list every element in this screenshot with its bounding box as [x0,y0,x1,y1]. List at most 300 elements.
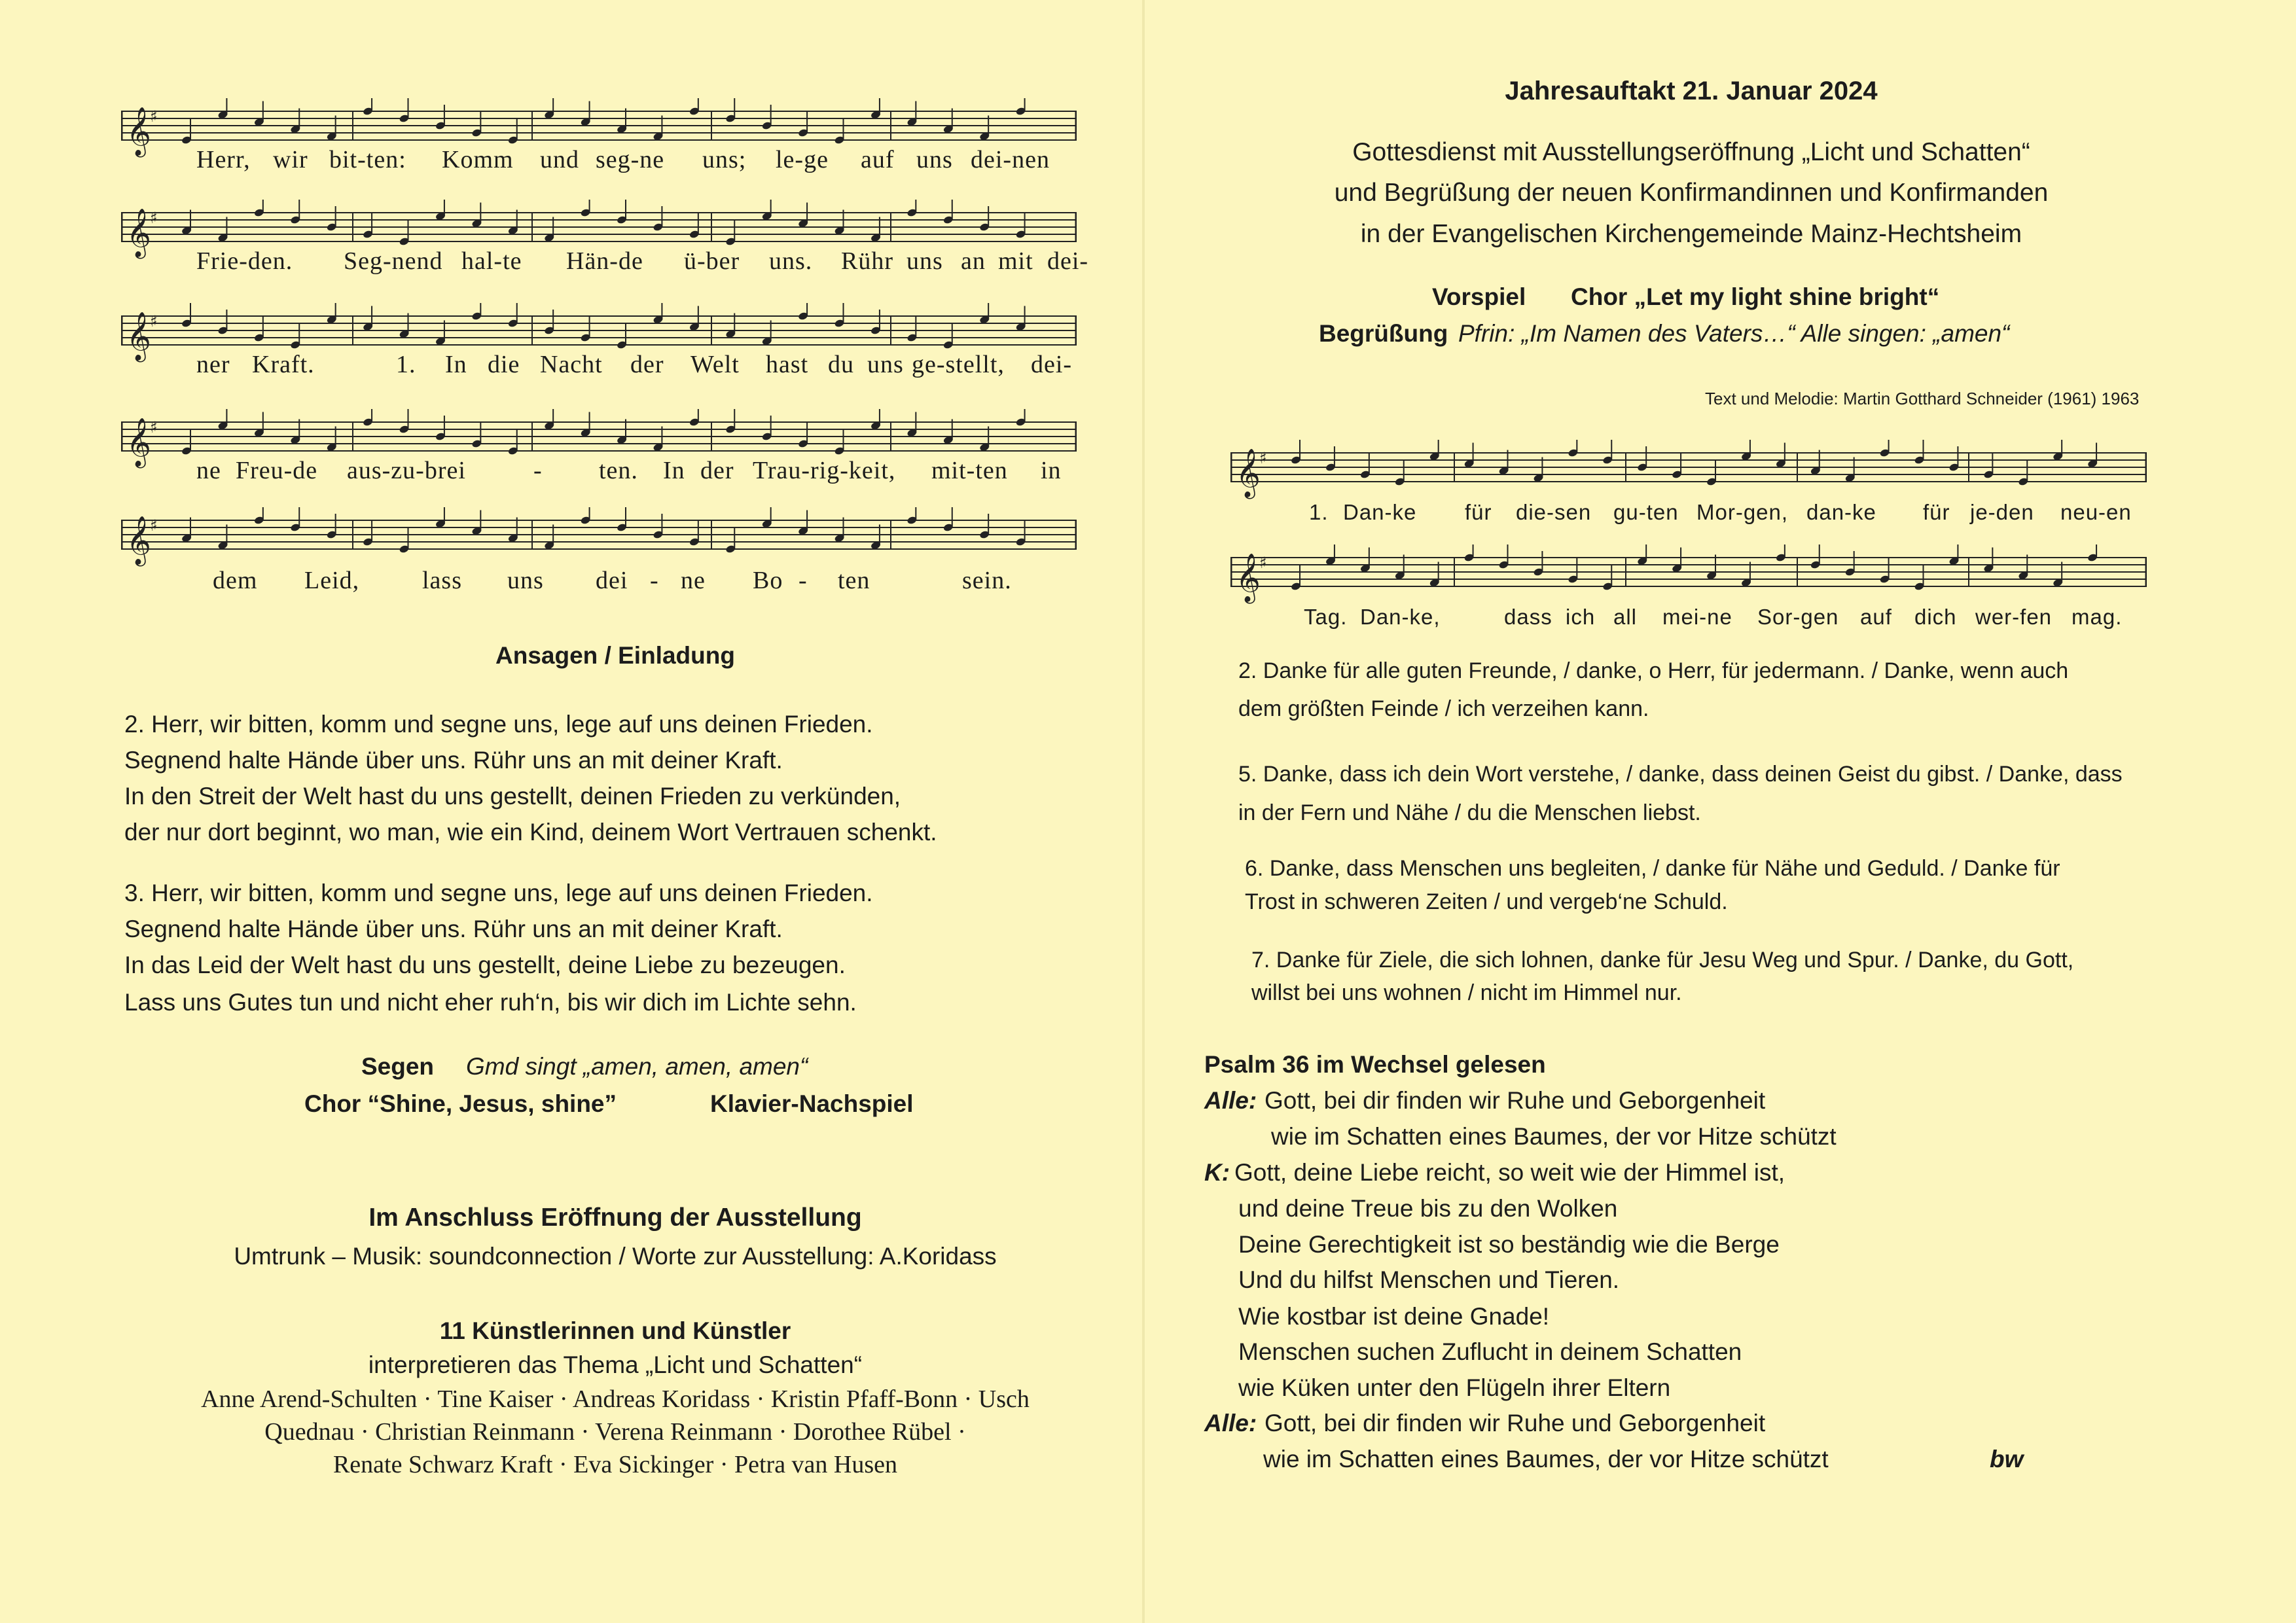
note-icon [1983,548,1994,573]
note-icon [181,430,192,455]
note-icon [653,427,664,452]
verse-line: willst bei uns wohnen / nicht im Himmel nur. [1251,980,1682,1005]
syllable: ner [196,351,230,378]
note-icon [1948,544,1960,566]
syllable: mit-ten [931,457,1008,484]
treble-clef-icon: 𝄞 [126,312,151,361]
syllable: mag. [2072,605,2123,629]
note-icon [254,101,265,127]
treble-clef-icon: 𝄞 [126,516,151,565]
note-icon [290,109,301,134]
note-icon [363,98,374,116]
note-icon [761,416,772,441]
syllable: Bo [753,567,783,594]
note-icon [580,101,591,127]
syllable: Kraft. [252,351,315,378]
note-icon [1463,544,1475,562]
subtitle-line: Gottesdienst mit Ausstellungseröffnung „Licht und Schatten“ [1352,138,2030,166]
author-initials: bw [1990,1446,2024,1472]
note-icon [2053,440,2064,461]
artists-line: Quednau · Christian Reinmann · Verena Reinmann · Dorothee Rübel · [264,1418,966,1446]
psalm-line: Gott, bei dir finden wir Ruhe und Geborgenheit [1265,1410,1766,1436]
music-staff-danke-2 [1230,544,2147,610]
lyrics-row-1 [121,145,1077,178]
syllable: seg-ne [596,146,665,173]
note-icon [1360,454,1371,479]
psalm-line: Gott, deine Liebe reicht, so weit wie der Himmel ist, [1234,1159,1785,1186]
syllable: bit-ten: [329,146,406,173]
psalm-line: Deine Gerechtigkeit ist so beständig wie die Berge [1238,1231,1780,1258]
announcements-heading: Ansagen / Einladung [495,642,735,669]
note-icon [181,119,192,145]
syllable: dich [1914,605,1957,629]
music-staff-danke-1 [1230,440,2147,505]
note-icon [1844,551,1856,577]
syllable: Sor-gen [1757,605,1839,629]
note-icon [906,101,918,127]
verse-line: Lass uns Gutes tun und nicht eher ruh‘n, bis wir dich im Lichte sehn. [124,989,857,1016]
note-icon [1015,306,1026,332]
lyrics-row-2 [121,247,1089,279]
syllable: und [540,146,579,173]
note-icon [1672,454,1683,479]
note-icon [326,514,337,539]
note-icon [254,200,265,217]
note-icon [1602,565,1613,591]
note-icon [1429,562,1440,588]
note-icon [761,507,772,529]
note-icon [507,518,518,543]
verse-line: 2. Herr, wir bitten, komm und segne uns, lege auf uns deinen Frieden. [124,711,873,738]
note-icon [1776,544,1787,562]
note-icon [435,416,446,441]
note-icon [1706,461,1717,486]
note-icon [979,427,990,452]
prelude-text: Chor „Let my light shine bright“ [1571,283,1940,310]
note-icon [906,412,918,438]
syllable: auf [861,146,895,173]
exhibition-heading: Im Anschluss Eröffnung der Ausstellung [368,1204,862,1232]
syllable: ten. [599,457,638,484]
note-icon [942,109,954,134]
syllable: Herr, [196,146,251,173]
artists-heading: 11 Künstlerinnen und Künstler [439,1317,791,1344]
note-icon [870,310,882,335]
note-icon [326,116,337,141]
syllable: dei- [1047,247,1089,275]
syllable: ne [681,567,706,594]
psalm-line: Und du hilfst Menschen und Tieren. [1238,1266,1620,1293]
song-staff-row-1 [121,98,1077,206]
welcome-label: Begrüßung [1319,320,1448,347]
note-icon [979,514,990,539]
note-icon [906,507,918,525]
note-icon [217,409,228,431]
note-icon [689,306,700,332]
artists-subheading: interpretieren das Thema „Licht und Schatten“ [368,1351,863,1378]
syllable: dei- [1031,351,1073,378]
syllable: In [445,351,467,378]
syllable: dei [596,567,628,594]
note-icon [544,310,555,335]
treble-clef-icon: 𝄞 [126,418,151,467]
syllable: Hän-de [566,247,643,275]
verse-line: 5. Danke, dass ich dein Wort verstehe, / danke, dass deinen Geist du gibst. / Danke, dass [1238,762,2123,787]
treble-clef-icon: 𝄞 [126,107,151,156]
note-icon [435,105,446,130]
key-signature-icon: ♯ [1259,554,1267,572]
note-icon [399,313,410,339]
note-icon [1568,440,1579,457]
syllable: all [1613,605,1638,629]
note-icon [798,303,809,321]
subtitle-line: und Begrüßung der neuen Konfirmandinnen und Konfirmanden [1334,179,2049,207]
syllable: uns [867,351,904,378]
note-icon [1879,558,1890,584]
note-icon [617,419,628,445]
note-icon [761,321,772,346]
note-icon [1879,440,1890,457]
note-icon [653,116,664,141]
note-icon [2018,461,2029,486]
verse-line: dem größten Feinde / ich verzeihen kann. [1238,696,1649,721]
treble-clef-icon: 𝄞 [1236,554,1261,602]
verse-line: Segnend halte Hände über uns. Rühr uns an mit deiner Kraft. [124,916,783,942]
note-icon [290,324,301,349]
verse-line: Segnend halte Hände über uns. Rühr uns an mit deiner Kraft. [124,747,783,774]
note-icon [761,105,772,130]
song-staff-row-3 [121,303,1077,411]
note-icon [725,221,736,246]
note-icon [435,200,446,221]
note-icon [870,525,882,550]
danke-staff-row-2 [1230,544,2147,652]
syllable: der [630,351,664,378]
note-icon [1637,446,1648,472]
syllable: je-den [1970,500,2034,524]
syllable: Frie-den. [196,247,293,275]
song-credit: Text und Melodie: Martin Gotthard Schneider (1961) 1963 [1705,389,2140,408]
syllable: 1. [1309,500,1329,524]
psalm-line: Menschen suchen Zuflucht in deinem Schatten [1238,1338,1742,1365]
syllable: wer-fen [1975,605,2053,629]
note-icon [1637,544,1648,566]
note-icon [2018,555,2029,580]
syllable: ich [1566,605,1596,629]
syllable: Mor-gen, [1696,500,1789,524]
note-icon [979,116,990,141]
note-icon [834,430,845,455]
note-icon [834,518,845,543]
exhibition-line: Umtrunk – Musik: soundconnection / Worte zur Ausstellung: A.Koridass [234,1243,997,1270]
note-icon [653,514,664,539]
note-icon [363,306,374,332]
note-icon [399,528,410,554]
psalm-line: wie im Schatten eines Baumes, der vor Hitze schützt [1271,1123,1837,1150]
artists-line: Anne Arend-Schulten · Tine Kaiser · Andreas Koridass · Kristin Pfaff-Bonn · Usch [201,1385,1030,1413]
note-icon [254,317,265,342]
syllable: an [961,247,986,275]
note-icon [942,419,954,445]
welcome-text: Pfrin: „Im Namen des Vaters…“ Alle singen: „amen“ [1458,320,2010,347]
verse-line: in der Fern und Nähe / du die Menschen liebst. [1238,800,1701,825]
note-icon [834,210,845,236]
verse-line: 7. Danke für Ziele, die sich lohnen, danke für Jesu Weg und Spur. / Danke, du Gott, [1251,948,2074,972]
key-signature-icon: ♯ [150,418,158,437]
note-icon [1498,450,1509,476]
note-icon [507,210,518,236]
syllable: die-sen [1516,500,1592,524]
verse-line: In den Streit der Welt hast du uns gestellt, deinen Frieden zu verkünden, [124,783,901,810]
note-icon [544,525,555,550]
note-icon [798,203,809,228]
syllable: für [1923,500,1950,524]
syllable: le-ge [776,146,829,173]
psalm-heading: Psalm 36 im Wechsel gelesen [1204,1051,1546,1078]
note-icon [1741,562,1752,588]
syllable: Nacht [540,351,603,378]
k-label: K: [1204,1159,1230,1186]
note-icon [507,430,518,455]
syllable: ge-stellt, [912,351,1005,378]
syllable: uns; [702,146,747,173]
note-icon [1741,440,1752,461]
note-icon [798,112,809,137]
syllable: Freu-de [236,457,318,484]
note-icon [544,409,555,431]
syllable: Komm [442,146,514,173]
note-icon [617,109,628,134]
note-icon [1983,454,1994,479]
syllable: lass [422,567,462,594]
song-staff-row-5 [121,507,1077,615]
syllable: der [700,457,734,484]
syllable: hal-te [461,247,522,275]
note-icon [290,419,301,445]
syllable: 1. [396,351,416,378]
note-icon [689,409,700,427]
note-icon [217,98,228,120]
note-icon [1015,213,1026,239]
note-icon [544,98,555,120]
note-icon [1914,565,1925,591]
syllable: sein. [962,567,1012,594]
syllable: die [488,351,520,378]
key-signature-icon: ♯ [1259,449,1267,467]
note-icon [1291,565,1302,591]
page-title: Jahresauftakt 21. Januar 2024 [1505,77,1878,105]
key-signature-icon: ♯ [150,209,158,227]
note-icon [834,119,845,145]
left-page [0,0,1139,1623]
psalm-line: Gott, bei dir finden wir Ruhe und Geborgenheit [1265,1087,1766,1114]
note-icon [580,317,591,342]
syllable: du [828,351,854,378]
note-icon [326,206,337,232]
syllable: in [1041,457,1062,484]
note-icon [1325,544,1336,566]
note-icon [217,525,228,550]
syllable: Seg-nend [344,247,443,275]
syllable: ten [838,567,870,594]
syllable: - [533,457,543,484]
syllable: ne [196,457,221,484]
syllable: dem [213,567,258,594]
syllable: Welt [691,351,740,378]
syllable: dass [1504,605,1552,629]
note-icon [507,119,518,145]
blessing-label: Segen [361,1053,435,1080]
note-icon [1325,446,1336,472]
note-icon [363,521,374,546]
note-icon [254,412,265,438]
verse-line: 2. Danke für alle guten Freunde, / danke, o Herr, für jedermann. / Danke, wenn auch [1238,658,2069,683]
note-icon [1568,558,1579,584]
lyrics-row-3 [121,350,1077,383]
key-signature-icon: ♯ [150,516,158,535]
syllable: uns. [769,247,813,275]
note-icon [435,507,446,529]
note-icon [1706,555,1717,580]
alle-label: Alle: [1204,1410,1257,1436]
note-icon [363,213,374,239]
note-icon [580,200,591,217]
artists-line: Renate Schwarz Kraft · Eva Sickinger · Petra van Husen [332,1451,898,1478]
verse-line: 6. Danke, dass Menschen uns begleiten, / danke für Nähe und Geduld. / Danke für [1245,856,2060,881]
note-icon [689,98,700,116]
note-icon [1015,521,1026,546]
syllable: In [663,457,685,484]
syllable: - [650,567,659,594]
verse-line: 3. Herr, wir bitten, komm und segne uns, lege auf uns deinen Frieden. [124,880,873,906]
psalm-line: wie im Schatten eines Baumes, der vor Hitze schützt [1263,1446,1829,1472]
note-icon [1015,409,1026,427]
song-staff-row-2 [121,200,1089,308]
key-signature-icon: ♯ [150,312,158,330]
note-icon [254,507,265,525]
note-icon [1463,443,1475,469]
syllable: uns [906,247,943,275]
note-icon [653,206,664,232]
note-icon [2087,544,2098,562]
note-icon [979,303,990,325]
note-icon [870,409,882,431]
note-icon [1948,446,1960,472]
syllable: mei-ne [1662,605,1732,629]
note-icon [544,217,555,243]
note-icon [363,409,374,427]
blessing-text: Gmd singt „amen, amen, amen“ [466,1053,808,1080]
syllable: uns [507,567,544,594]
syllable: uns [916,146,953,173]
syllable: Rühr [841,247,893,275]
piano-postlude: Klavier-Nachspiel [710,1090,914,1117]
note-icon [471,303,482,321]
note-icon [1533,457,1544,483]
syllable: ü-ber [684,247,740,275]
song-staff-row-4 [121,409,1077,517]
note-icon [1533,551,1544,577]
note-icon [399,221,410,246]
note-icon [906,317,918,342]
note-icon [689,521,700,546]
note-icon [217,217,228,243]
note-icon [471,112,482,137]
alle-label: Alle: [1204,1087,1257,1114]
note-icon [1015,98,1026,116]
syllable: - [798,567,808,594]
note-icon [1394,555,1405,580]
psalm-line: Wie kostbar ist deine Gnade! [1238,1303,1550,1330]
syllable: Leid, [304,567,360,594]
note-icon [1810,450,1821,476]
note-icon [689,213,700,239]
psalm-line: wie Küken unter den Flügeln ihrer Eltern [1238,1374,1671,1401]
note-icon [580,412,591,438]
syllable: für [1465,500,1492,524]
syllable: hast [766,351,809,378]
syllable: auf [1860,605,1892,629]
note-icon [1360,548,1371,573]
lyrics-row-4 [121,456,1077,489]
note-icon [761,200,772,221]
note-icon [326,303,337,325]
verse-line: In das Leid der Welt hast du uns gestellt, deine Liebe zu bezeugen. [124,952,846,978]
psalm-line: und deine Treue bis zu den Wolken [1238,1195,1618,1222]
note-icon [725,313,736,339]
subtitle-line: in der Evangelischen Kirchengemeinde Mainz-Hechtsheim [1360,220,2022,248]
verse-line: der nur dort beginnt, wo man, wie ein Kind, deinem Wort Vertrauen schenkt. [124,819,937,846]
note-icon [979,206,990,232]
note-icon [1672,548,1683,573]
note-icon [181,210,192,236]
note-icon [725,528,736,554]
note-icon [181,518,192,543]
note-icon [798,423,809,448]
treble-clef-icon: 𝄞 [126,209,151,257]
lyrics-row-5 [121,566,1077,599]
note-icon [653,303,664,325]
note-icon [2053,562,2064,588]
syllable: Tag. [1304,605,1348,629]
danke-lyrics-row-2 [1230,605,2147,637]
note-icon [471,423,482,448]
note-icon [471,203,482,228]
note-icon [798,510,809,536]
note-icon [471,510,482,536]
music-staff-5 [121,507,1077,573]
note-icon [1394,461,1405,486]
verse-line: Trost in schweren Zeiten / und vergeb‘ne Schuld. [1245,889,1728,914]
prelude-label: Vorspiel [1432,283,1526,310]
note-icon [580,507,591,525]
note-icon [1429,440,1440,461]
syllable: dan-ke [1806,500,1876,524]
note-icon [1776,443,1787,469]
note-icon [326,427,337,452]
syllable: wir [273,146,308,173]
note-icon [870,217,882,243]
note-icon [870,98,882,120]
danke-staff-row-1 [1230,440,2147,548]
note-icon [217,310,228,335]
syllable: dei-nen [971,146,1050,173]
note-icon [942,324,954,349]
danke-lyrics-row-1 [1230,500,2147,533]
syllable: aus-zu-brei [347,457,466,484]
note-icon [1844,457,1856,483]
note-icon [2087,443,2098,469]
